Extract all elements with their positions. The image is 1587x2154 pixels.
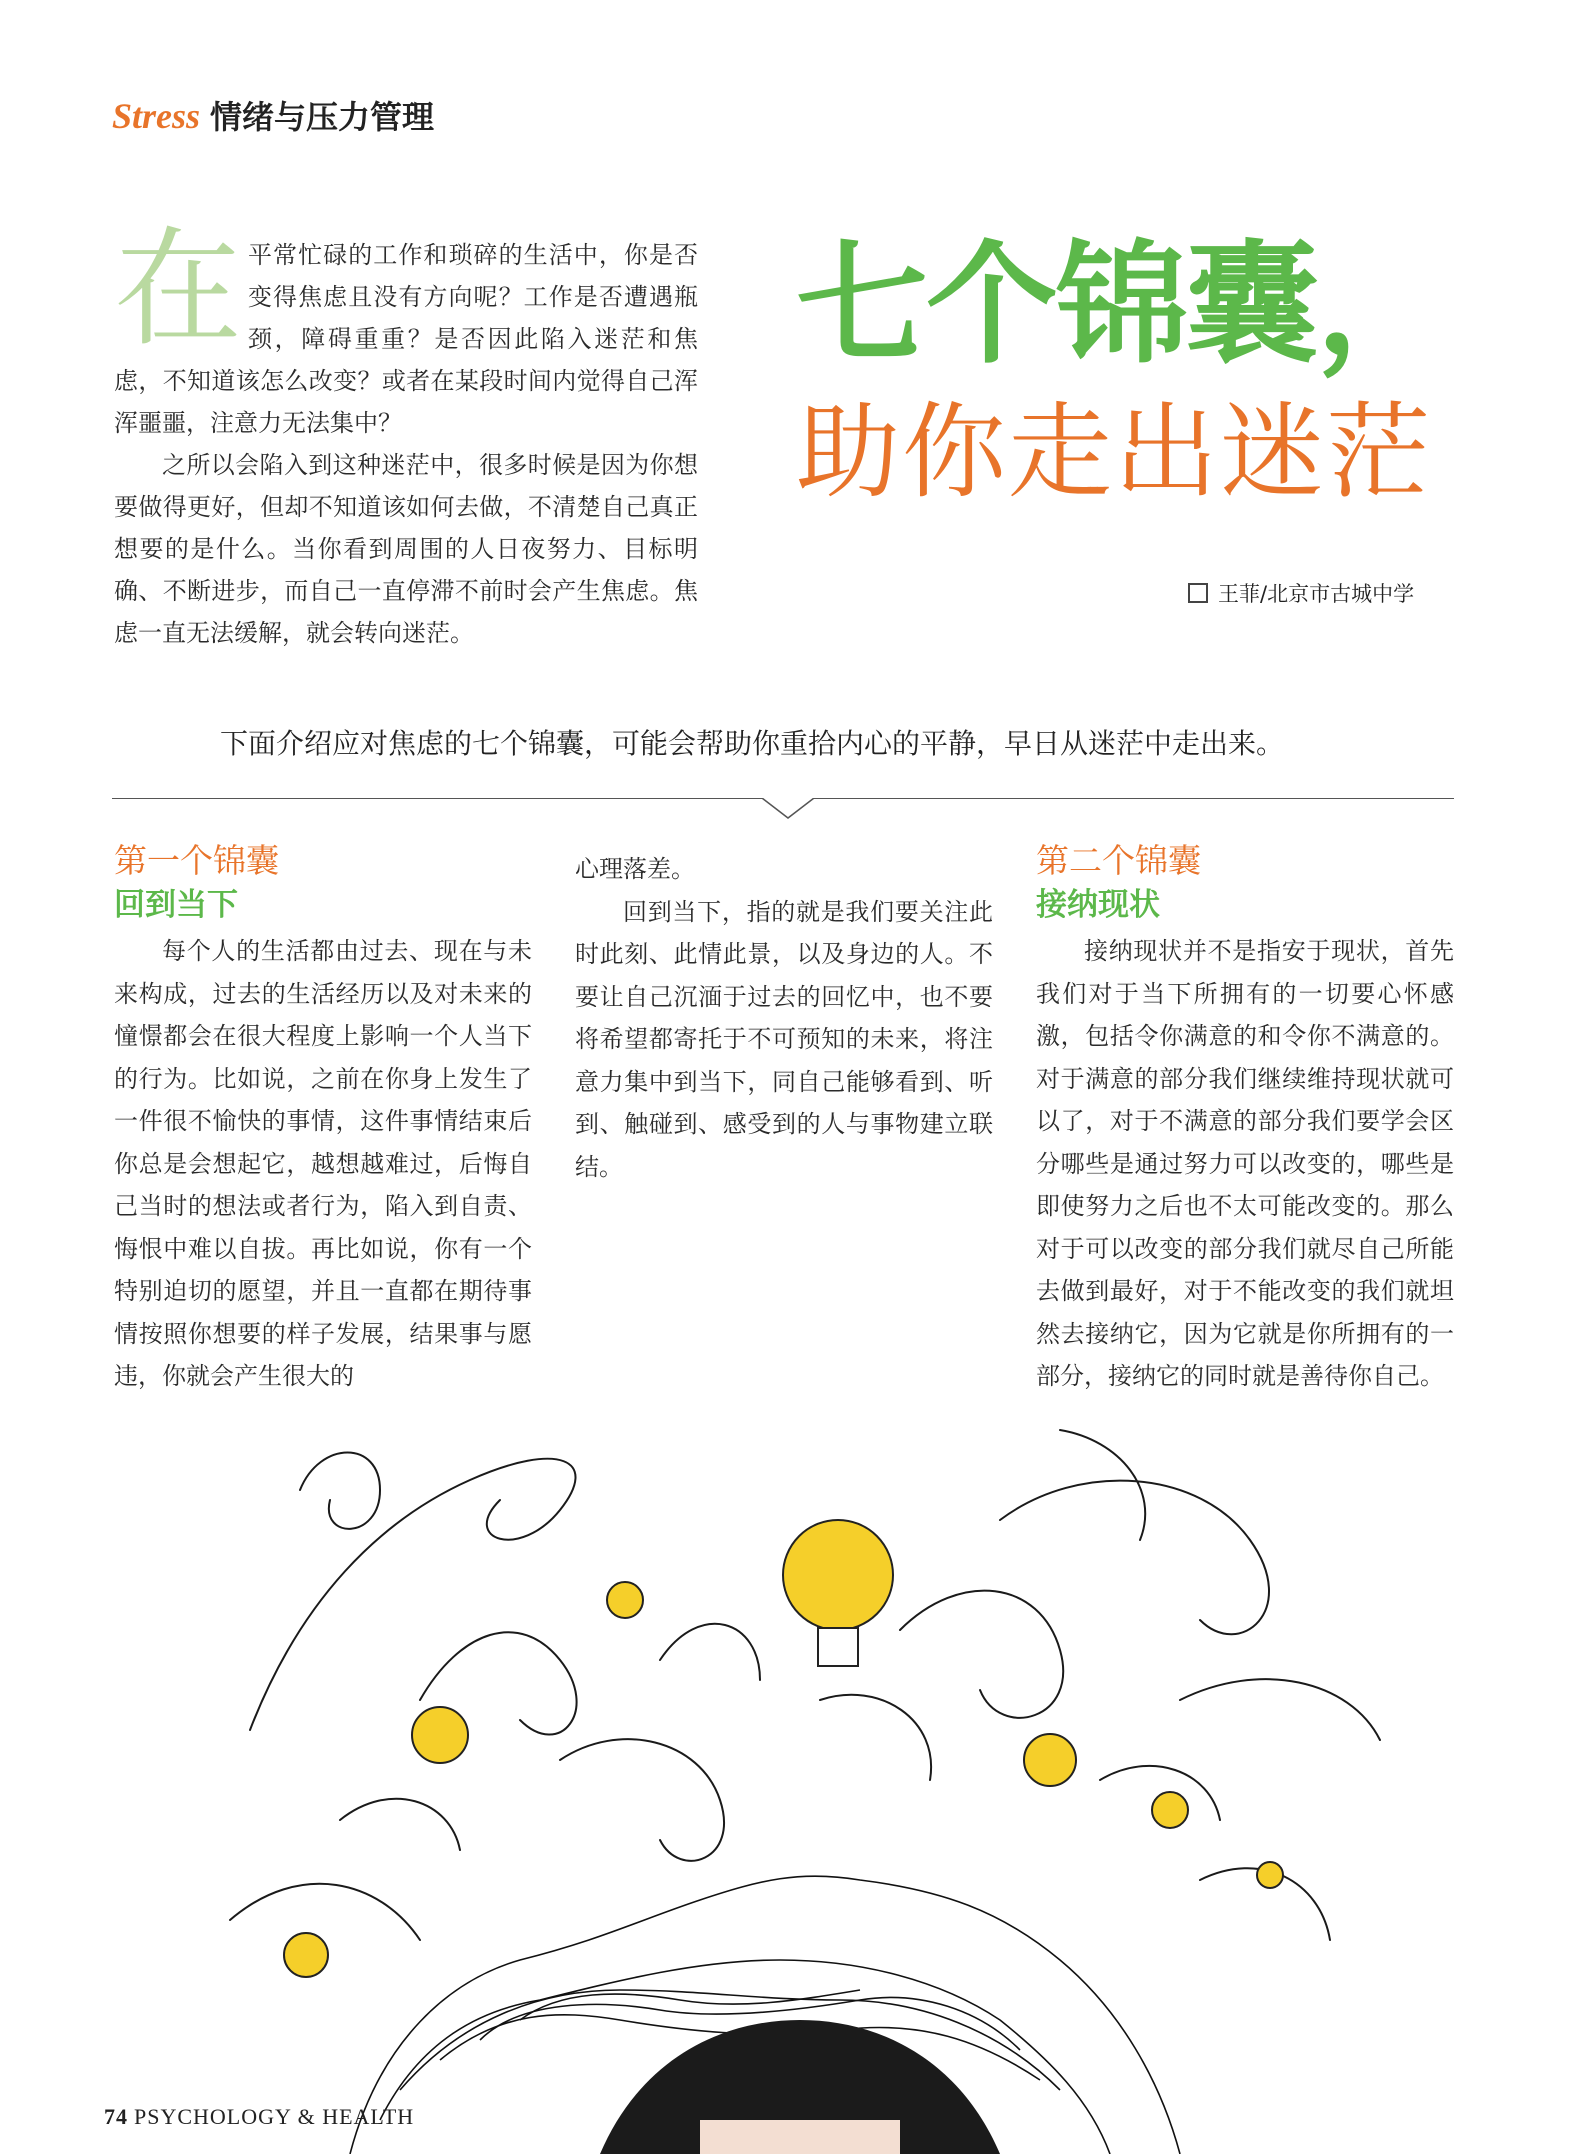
section-2-title: 接纳现状: [1036, 887, 1160, 923]
section-1-number: 第一个锦囊: [114, 841, 279, 880]
illustration-head-scribbles: [0, 1400, 1587, 2154]
section-1-title: 回到当下: [114, 887, 238, 923]
section-2-paragraph-1: 接纳现状并不是指安于现状，首先我们对于当下所拥有的一切要心怀感激，包括令你满意的和令你不满意的。对于满意的部分我们继续维持现状就可以了，对于不满意的部分我们要学会区分哪些是通过努力可以改变的，哪些是即使努力之后也不太可能改变的。那么对于可以改变的部分我们就尽自己所能去做到最好，对于不能改变的我们就坦然去接纳它，因为它就是你所拥有的一部分，接纳它的同时就是善待你自己。: [1036, 937, 1454, 1390]
intro-text: [114, 215, 698, 654]
section-2-number: 第二个锦囊: [1036, 841, 1201, 880]
title-line-1: 七个锦囊，: [796, 227, 1446, 382]
section-header: [112, 92, 434, 152]
title-line-2: 助你走出迷茫: [796, 391, 1433, 513]
magazine-name: PSYCHOLOGY & HEALTH: [134, 2104, 415, 2129]
intro-paragraph-1: 平常忙碌的工作和琐碎的生活中，你是否变得焦虑且没有方向呢？工作是否遭遇瓶颈，障碍重重？是否因此陷入迷茫和焦虑，不知道该怎么改变？或者在某段时间内觉得自己浑浑噩噩，注意力无法集中？: [114, 241, 698, 437]
column-1: [114, 838, 532, 1398]
section-1-paragraph-2: 回到当下，指的就是我们要关注此时此刻、此情此景，以及身边的人。不要让自己沉湎于过去的回忆中，也不要将希望都寄托于不可预知的未来，将注意力集中到当下，同自己能够看到、听到、触碰到、感受到的人与事物建立联结。: [575, 897, 993, 1181]
column-2: [575, 848, 993, 1188]
author: 王菲/北京市古城中学: [1218, 582, 1415, 606]
byline: [1188, 578, 1414, 608]
intro-paragraph-2: 之所以会陷入到这种迷茫中，很多时候是因为你想要做得更好，但却不知道该如何去做，不清楚自己真正想要的是什么。当你看到周围的人日夜努力、目标明确、不断进步，而自己一直停滞不前时会产生焦虑。焦虑一直无法缓解，就会转向迷茫。: [114, 451, 698, 647]
column-3: [1036, 838, 1454, 1398]
drop-cap: 在: [114, 215, 243, 364]
header-chinese: 情绪与压力管理: [210, 98, 435, 136]
square-icon: [1188, 583, 1208, 603]
lead-sentence: 下面介绍应对焦虑的七个锦囊，可能会帮助你重拾内心的平静，早日从迷茫中走出来。: [220, 727, 1285, 760]
section-1-continuation: 心理落差。: [575, 855, 695, 883]
page-footer: [104, 2104, 414, 2130]
header-english: Stress: [112, 96, 201, 136]
page-number: 74: [104, 2104, 128, 2129]
section-1-paragraph-1: 每个人的生活都由过去、现在与未来构成，过去的生活经历以及对未来的憧憬都会在很大程度上影响一个人当下的行为。比如说，之前在你身上发生了一件很不愉快的事情，这件事情结束后你总是会想起它，越想越难过，后悔自己当时的想法或者行为，陷入到自责、悔恨中难以自拔。再比如说，你有一个特别迫切的愿望，并且一直都在期待事情按照你想要的样子发展，结果事与愿违，你就会产生很大的: [114, 937, 532, 1390]
divider-notch-icon: [762, 798, 814, 820]
